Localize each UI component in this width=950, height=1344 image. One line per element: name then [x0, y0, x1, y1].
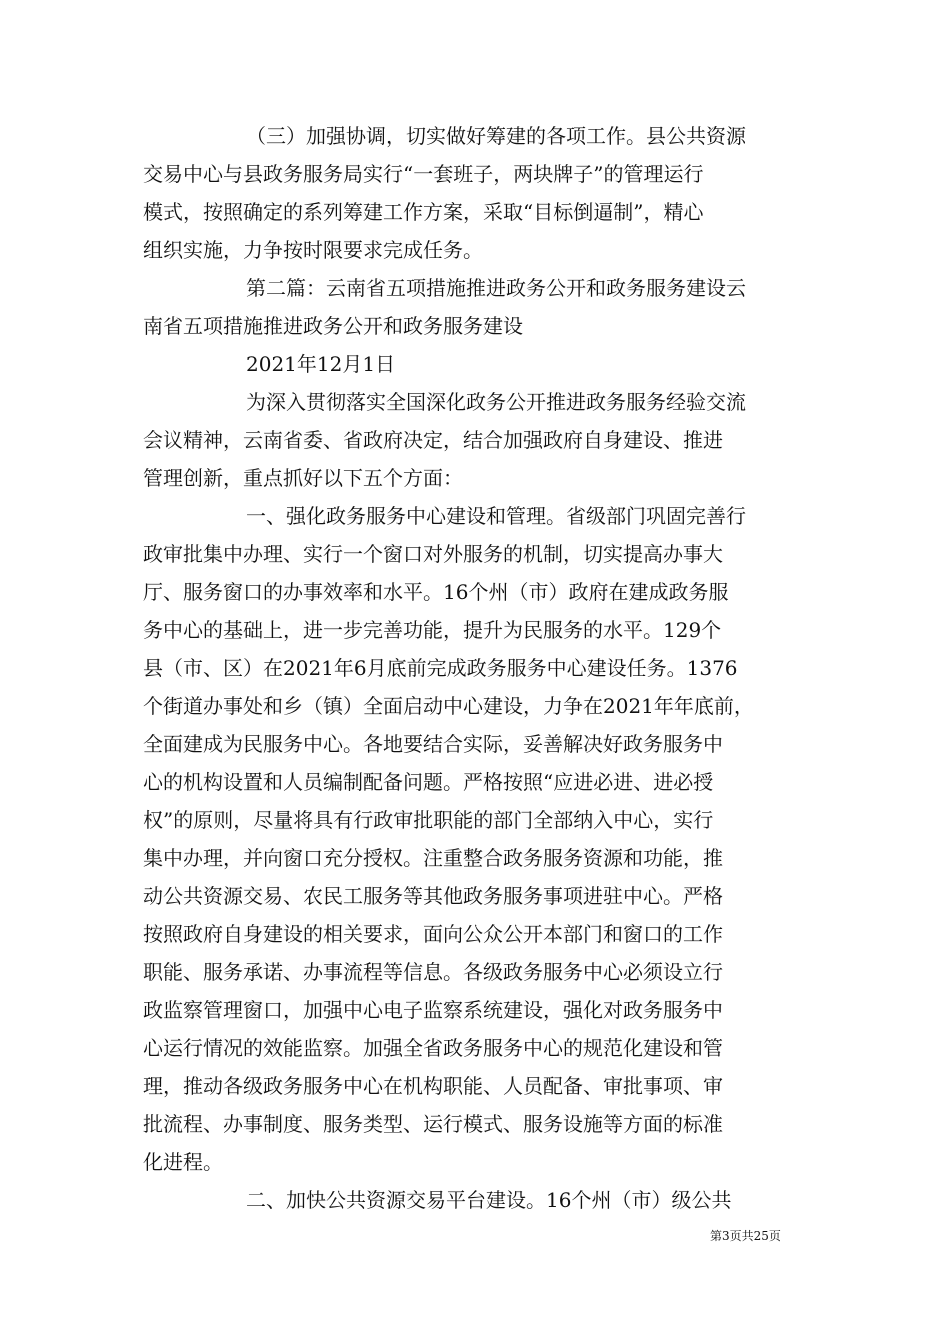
- text-line: 集中办理，并向窗口充分授权。注重整合政务服务资源和功能，推: [143, 846, 723, 870]
- text-line: 个街道办事处和乡（镇）全面启动中心建设，力争在2021年年底前，: [143, 694, 754, 718]
- text-line: 化进程。: [143, 1150, 223, 1174]
- text-line: 心运行情况的效能监察。加强全省政务服务中心的规范化建设和管: [143, 1036, 723, 1060]
- text-line: 全面建成为民服务中心。各地要结合实际，妥善解决好政务服务中: [143, 732, 723, 756]
- text-line: 交易中心与县政务服务局实行“一套班子，两块牌子”的管理运行: [143, 162, 704, 186]
- text-line: 理，推动各级政务服务中心在机构职能、人员配备、审批事项、审: [143, 1074, 723, 1098]
- text-line: 务中心的基础上，进一步完善功能，提升为民服务的水平。129个: [143, 618, 722, 642]
- text-line: 县（市、区）在2021年6月底前完成政务服务中心建设任务。1376: [143, 656, 738, 680]
- text-line: 第二篇：云南省五项措施推进政务公开和政务服务建设云: [246, 276, 746, 300]
- text-line: （三）加强协调，切实做好筹建的各项工作。县公共资源: [246, 124, 746, 148]
- date-line: 2021年12月1日: [246, 352, 396, 376]
- text-line: 政监察管理窗口，加强中心电子监察系统建设，强化对政务服务中: [143, 998, 723, 1022]
- text-line: 南省五项措施推进政务公开和政务服务建设: [143, 314, 523, 338]
- text-line: 组织实施，力争按时限要求完成任务。: [143, 238, 483, 262]
- text-line: 会议精神，云南省委、省政府决定，结合加强政府自身建设、推进: [143, 428, 723, 452]
- text-line: 按照政府自身建设的相关要求，面向公众公开本部门和窗口的工作: [143, 922, 723, 946]
- text-line: 厅、服务窗口的办事效率和水平。16个州（市）政府在建成政务服: [143, 580, 729, 604]
- page-number: 第3页共25页: [710, 1229, 781, 1243]
- text-line: 为深入贯彻落实全国深化政务公开推进政务服务经验交流: [246, 390, 746, 414]
- text-line: 模式，按照确定的系列筹建工作方案，采取“目标倒逼制”，精心: [143, 200, 704, 224]
- text-line: 动公共资源交易、农民工服务等其他政务服务事项进驻中心。严格: [143, 884, 723, 908]
- text-line: 批流程、办事制度、服务类型、运行模式、服务设施等方面的标准: [143, 1112, 723, 1136]
- text-line: 职能、服务承诺、办事流程等信息。各级政务服务中心必须设立行: [143, 960, 723, 984]
- text-line: 一、强化政务服务中心建设和管理。省级部门巩固完善行: [246, 504, 746, 528]
- text-line: 政审批集中办理、实行一个窗口对外服务的机制，切实提高办事大: [143, 542, 723, 566]
- text-line: 管理创新，重点抓好以下五个方面：: [143, 466, 463, 490]
- text-line: 权”的原则，尽量将具有行政审批职能的部门全部纳入中心，实行: [143, 808, 714, 832]
- text-line: 二、加快公共资源交易平台建设。16个州（市）级公共: [246, 1188, 732, 1212]
- text-line: 心的机构设置和人员编制配备问题。严格按照“应进必进、进必授: [143, 770, 714, 794]
